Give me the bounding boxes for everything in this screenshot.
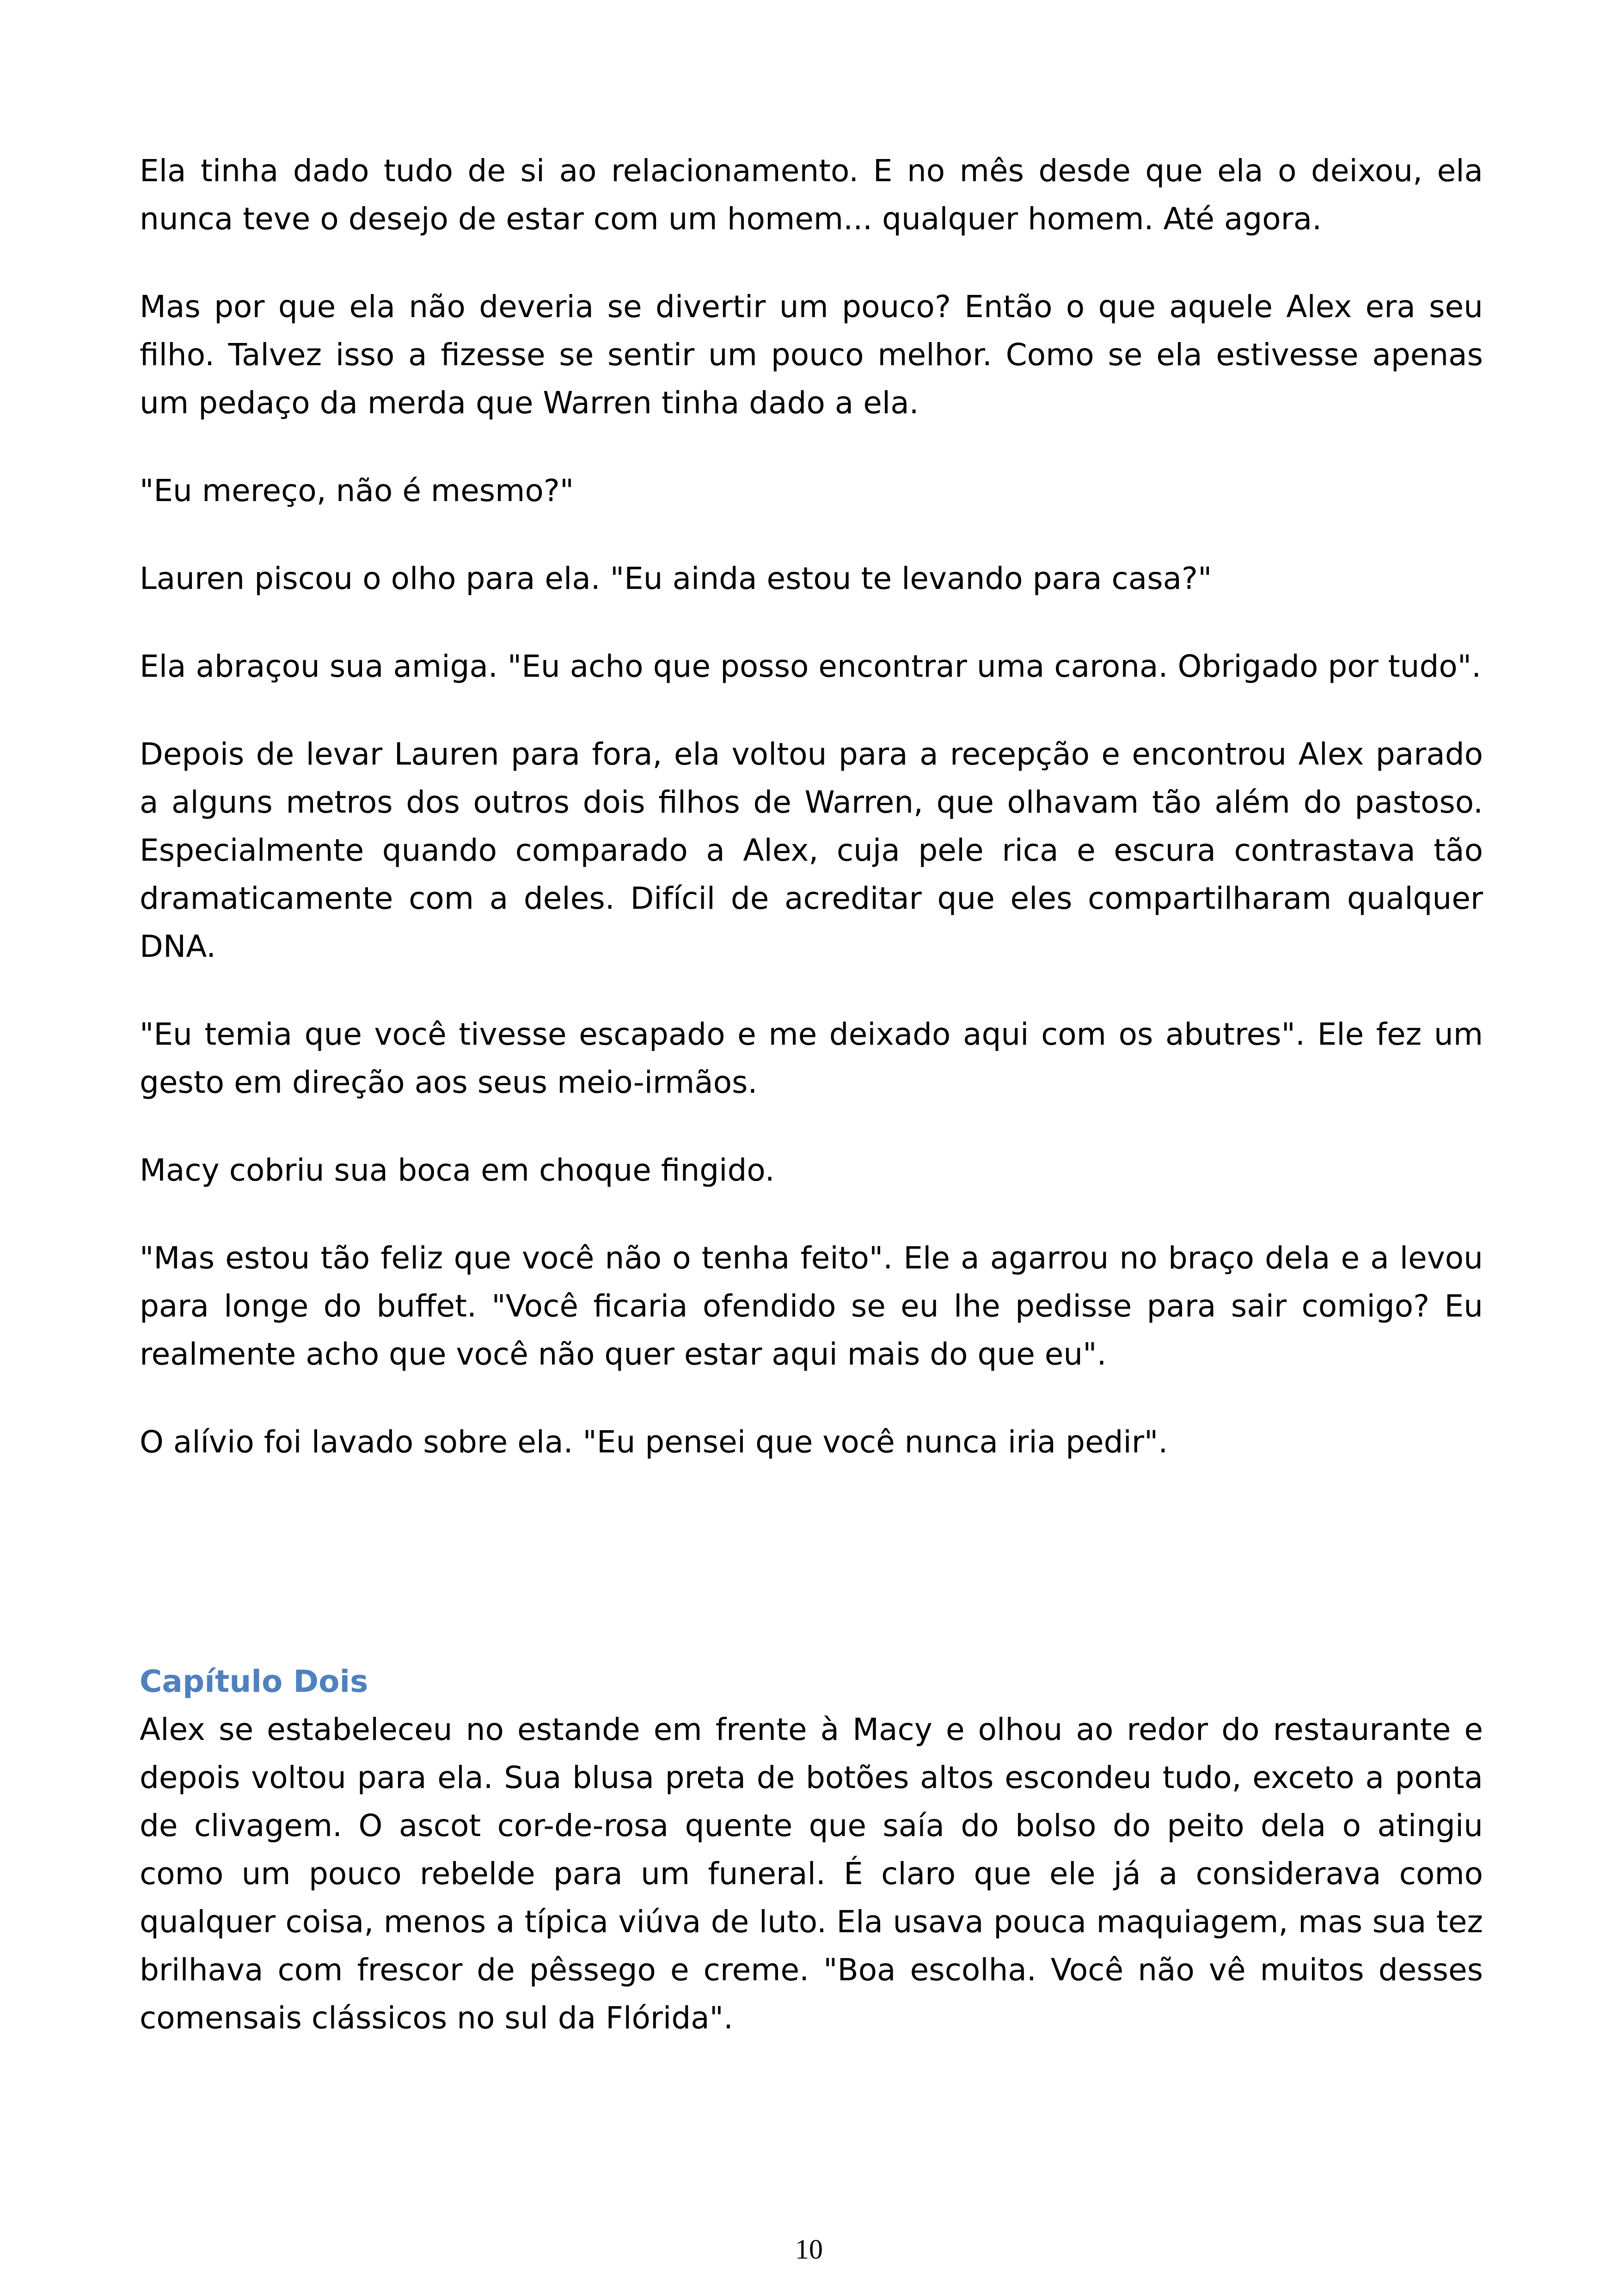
- paragraph: Ela abraçou sua amiga. "Eu acho que posso encontrar uma carona. Obrigado por tudo".: [140, 649, 1482, 684]
- paragraph: Mas por que ela não deveria se divertir um pouco? Então o que aquele Alex era seu filho. Talvez isso a fizesse se sentir um pouco melhor. Como se ela estivesse apenas um pedaço da merda que Warren tinha dado a ela.: [140, 289, 1483, 421]
- paragraph: Depois de levar Lauren para fora, ela voltou para a recepção e encontrou Alex parado a alguns metros dos outros dois filhos de Warren, que olhavam tão além do pastoso. Especialmente quando comparado a Alex, cuja pele rica e escura contrastava tão dramaticamente com a deles. Difícil de acreditar que eles compartilharam qualquer DNA.: [140, 736, 1483, 964]
- paragraph: "Eu mereço, não é mesmo?": [140, 473, 574, 508]
- paragraph: O alívio foi lavado sobre ela. "Eu pensei que você nunca iria pedir".: [140, 1424, 1168, 1460]
- page-number: 10: [795, 2234, 823, 2265]
- chapter-text: [140, 1706, 1483, 2042]
- paragraph: "Eu temia que você tivesse escapado e me deixado aqui com os abutres". Ele fez um gesto em direção aos seus meio-irmãos.: [140, 1016, 1483, 1100]
- paragraph: Macy cobriu sua boca em choque fingido.: [140, 1152, 775, 1188]
- paragraph: Lauren piscou o olho para ela. "Eu ainda estou te levando para casa?": [140, 561, 1212, 596]
- body-text: [140, 147, 1483, 1506]
- paragraph: "Mas estou tão feliz que você não o tenha feito". Ele a agarrou no braço dela e a levou para longe do buffet. "Você ficaria ofendido se eu lhe pedisse para sair comigo? Eu realmente acho que você não quer estar aqui mais do que eu".: [140, 1240, 1483, 1372]
- paragraph: Alex se estabeleceu no estande em frente à Macy e olhou ao redor do restaurante e depois voltou para ela. Sua blusa preta de botões altos escondeu tudo, exceto a ponta de clivagem. O ascot cor-de-rosa quente que saía do bolso do peito dela o atingiu como um pouco rebelde para um funeral. É claro que ele já a considerava como qualquer coisa, menos a típica viúva de luto. Ela usava pouca maquiagem, mas sua tez brilhava com frescor de pêssego e creme. "Boa escolha. Você não vê muitos desses comensais clássicos no sul da Flórida".: [140, 1712, 1483, 2036]
- chapter-heading: Capítulo Dois: [140, 1664, 368, 1699]
- paragraph: Ela tinha dado tudo de si ao relacionamento. E no mês desde que ela o deixou, ela nunca teve o desejo de estar com um homem... qualquer homem. Até agora.: [140, 153, 1483, 237]
